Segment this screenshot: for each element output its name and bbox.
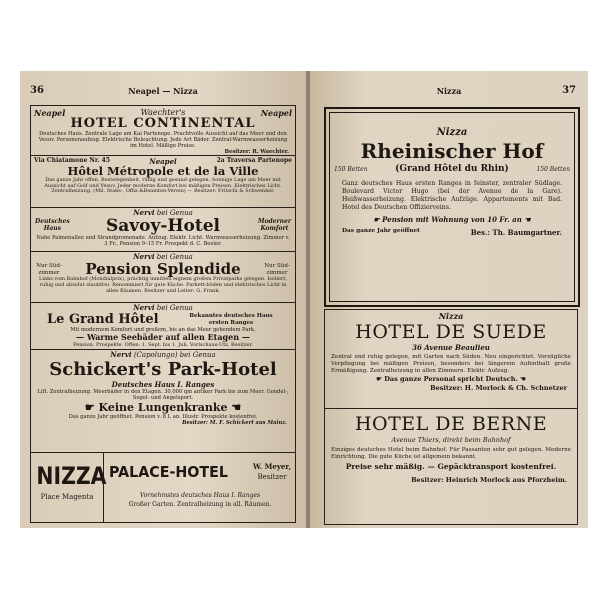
hotel-name: Pension Splendide xyxy=(85,260,241,278)
divider xyxy=(325,408,577,409)
hotel-slogan: — Warme Seebäder auf allen Etagen — xyxy=(76,332,250,342)
city-label: Neapel xyxy=(260,108,292,118)
tag-line: Haus xyxy=(43,225,62,232)
tag-line: Moderner xyxy=(257,218,291,225)
pointing-hand-icon: ☛ xyxy=(84,401,95,414)
hotel-name: Rheinischer Hof xyxy=(360,139,544,163)
city-title: NIZZA xyxy=(36,462,107,490)
hotel-description: Lift. Zentralheizung. Meerbäder in den Etagen. 30,000 qm antiker Park bis zum Meer. Gondel-, Segel- und Angelsport. xyxy=(37,389,289,401)
hotel-name: PALACE-HOTEL xyxy=(109,463,228,481)
proprietor: Besitzer: Heinrich Morlock aus Pforzheim. xyxy=(411,476,567,484)
pointing-hand-icon: ☚ xyxy=(524,215,531,224)
hotel-prices: Preise sehr mäßig. — Gepäcktransport kostenfrei. xyxy=(345,462,557,471)
hotel-description: Großer Garten. Zentralheizung in all. Räumen. xyxy=(128,501,272,508)
town-label: Nizza xyxy=(436,127,468,138)
hotel-name: Savoy-Hotel xyxy=(106,216,220,236)
proprietor: Bes.: Th. Baumgartner. xyxy=(470,228,562,237)
page-number: 37 xyxy=(562,85,576,96)
hotel-address: Place Magenta xyxy=(40,493,94,501)
ad-schickerts-park-hotel xyxy=(31,351,295,426)
proprietor: Besitzer: H. Morlock & Ch. Schnetzer xyxy=(430,384,567,392)
ad-hotel-continental xyxy=(31,108,295,155)
owner-role: Besitzer xyxy=(257,473,287,481)
tag-line: Komfort xyxy=(260,225,289,232)
address-left: Via Chiatamone Nr. 45 xyxy=(34,157,111,164)
ad-frame xyxy=(324,309,578,525)
right-page xyxy=(310,71,588,528)
hotel-pension: Pension mit Wohnung von 10 Fr. an xyxy=(382,215,522,224)
ad-palace-hotel xyxy=(31,453,295,522)
pointing-hand-icon: ☛ xyxy=(376,375,383,383)
town-sub: bei Genua xyxy=(156,304,193,312)
city-label: Neapel xyxy=(34,108,66,118)
hotel-address: 36 Avenue Beaulieu xyxy=(412,343,490,352)
ad-pension-splendide xyxy=(31,253,295,294)
hotel-name: Le Grand Hôtel xyxy=(47,312,159,327)
hotel-tagline: Bekanntes deutsches Haus ersten Ranges xyxy=(189,313,273,326)
town-sub: bei Genua xyxy=(156,209,193,217)
town-sub: (Capolungo) bei Genua xyxy=(133,351,216,359)
town-label: Nervi xyxy=(133,303,155,312)
tag-line: Deutsches xyxy=(35,218,70,225)
ad-hotel-metropole xyxy=(31,157,295,195)
divider xyxy=(31,302,295,303)
town-label: Nervi xyxy=(133,252,155,261)
left-page xyxy=(20,71,306,528)
divider xyxy=(31,207,295,208)
divider xyxy=(31,349,295,350)
hotel-address: Avenue Thiers, direkt beim Bahnhof xyxy=(391,436,511,444)
hotel-subtitle: (Grand Hôtel du Rhin) xyxy=(395,164,509,174)
city-label: Neapel xyxy=(149,157,177,166)
hotel-description: Links vom Bahnhof (Mondialprix), prächtig inmitten eignem großen Privatparks gelegen. Isoliert, ruhig und absolut staubfrei. Renommiert für gute Küche. Parkett-böden und elektrisches Licht in allen Räumen. Besitzer und Leiter: G. Frank. xyxy=(39,276,287,294)
hotel-name: HOTEL DE SUEDE xyxy=(355,321,547,343)
divider xyxy=(31,251,295,252)
owner-label: Waechter's xyxy=(140,108,186,117)
hotel-description: Nahe Palmenallee und Strandpromenade. Aufzug. Elektr. Licht. Warmwasserheizung. Zimmer v. 3 Fr., Pension 9–15 Fr. Prospekt d. C. Beeler. xyxy=(36,235,290,247)
town-sub: bei Genua xyxy=(156,253,193,261)
side-note: Nur Süd-zimmer xyxy=(36,263,62,276)
hotel-description: Das ganze Jahr offen. Bestelegenheit, ruhig und gesund gelegen. Sonnige Lage am Meer mit Aussicht auf Golf und Vesuv. Jeder moderne Komfort bei mäßigen Preisen. Elektrisches Licht. Zentralheizung. (Mil. Stabs-, Offiz.&Beamten-Verein) — Besitzer: Fritschi & Schwenker. xyxy=(44,177,282,195)
hotel-personnel: Das ganze Personal spricht Deutsch. xyxy=(384,375,518,383)
ad-rheinischer-hof xyxy=(324,107,580,307)
hotel-description: Zentral und ruhig gelegen, mit Garten nach Süden. Neu eingerichtet. Vorzügliche Verpflegung bei mäßigen Preisen, besonders bei längerem Aufenthalt große Ermäßigung. Zentralheizung in allen Zimmern. Elektr. Aufzug. xyxy=(331,354,571,374)
hotel-open: Das ganze Jahr geöffnet xyxy=(342,228,420,234)
hotel-description: Einziges deutsches Hotel beim Bahnhof. Für Passanten sehr gut gelegen. Moderne Einrichtung. Die gute Küche ist allgemein bekannt. xyxy=(331,447,571,460)
town-label: Nizza xyxy=(438,311,464,321)
hotel-open: Das ganze Jahr geöffnet. Pension v. 8 L an. Illustr. Prospekte kostenfrei. xyxy=(68,414,258,420)
beds-count: 150 Betten xyxy=(536,166,570,173)
town-label: Nervi xyxy=(110,350,132,359)
pointing-hand-icon: ☛ xyxy=(373,215,380,224)
hotel-description: Mit modernem Komfort und großem, bis an das Meer gehendem Park. xyxy=(70,327,256,333)
beds-count: 150 Betten xyxy=(334,166,368,173)
hotel-name: HOTEL CONTINENTAL xyxy=(70,116,256,131)
hotel-slogan: Keine Lungenkranke xyxy=(98,401,228,414)
divider xyxy=(31,155,295,156)
running-header: Neapel — Nizza xyxy=(128,86,198,96)
running-header: Nizza xyxy=(436,86,462,96)
hotel-description: Deutsches Haus. Zentrale Lage am Kai Partenope. Prachtvolle Aussicht auf das Meer und den Vesuv. Personenaufzug. Elektrische Beleuchtung. Jede Art Bäder. Zentral-Warmwasserheizung im Hotel. Mäßige Preise. xyxy=(38,131,288,149)
open-book xyxy=(20,71,588,528)
pointing-hand-icon: ☚ xyxy=(519,375,526,383)
ad-hotel-de-berne xyxy=(325,412,577,485)
hotel-tagline: Vornehmstes deutsches Haus I. Ranges xyxy=(139,492,261,499)
address-right: 2a Traversa Partenope xyxy=(216,157,292,164)
hotel-name: Hôtel Métropole et de la Ville xyxy=(67,164,259,178)
ad-savoy-hotel xyxy=(31,209,295,247)
hotel-description: Ganz deutsches Haus ersten Ranges in feinster, zentraler Südlage. Boulevard Victor Hugo (bei der Avenue de la Gare). Heißwasserheizung. Elektrische Aufzüge. Appartements mit Bad. Hotel des Deutschen Offizierveins. xyxy=(342,180,562,211)
pointing-hand-icon: ☚ xyxy=(231,401,242,414)
hotel-subtitle: Deutsches Haus I. Ranges xyxy=(111,380,215,389)
proprietor: Besitzer: R. Waechter. xyxy=(224,149,289,155)
owner-name: W. Meyer, xyxy=(253,462,291,471)
hotel-name: HOTEL DE BERNE xyxy=(354,413,548,435)
ad-le-grand-hotel xyxy=(31,304,295,348)
hotel-name: Schickert's Park-Hotel xyxy=(49,359,277,380)
ad-hotel-de-suede xyxy=(325,312,577,393)
page-number: 36 xyxy=(30,85,44,96)
town-label: Nervi xyxy=(133,208,155,217)
proprietor: Besitzer: M. F. Schickert aus Mainz. xyxy=(182,420,287,426)
hotel-footer: Pension. Prospekte. Offen: 1. Sept. bis 1. Juli. Vorlschaus-Utz, Besitzer. xyxy=(73,342,253,348)
ad-frame xyxy=(30,105,296,523)
side-note: Nur Süd-zimmer xyxy=(264,263,290,276)
